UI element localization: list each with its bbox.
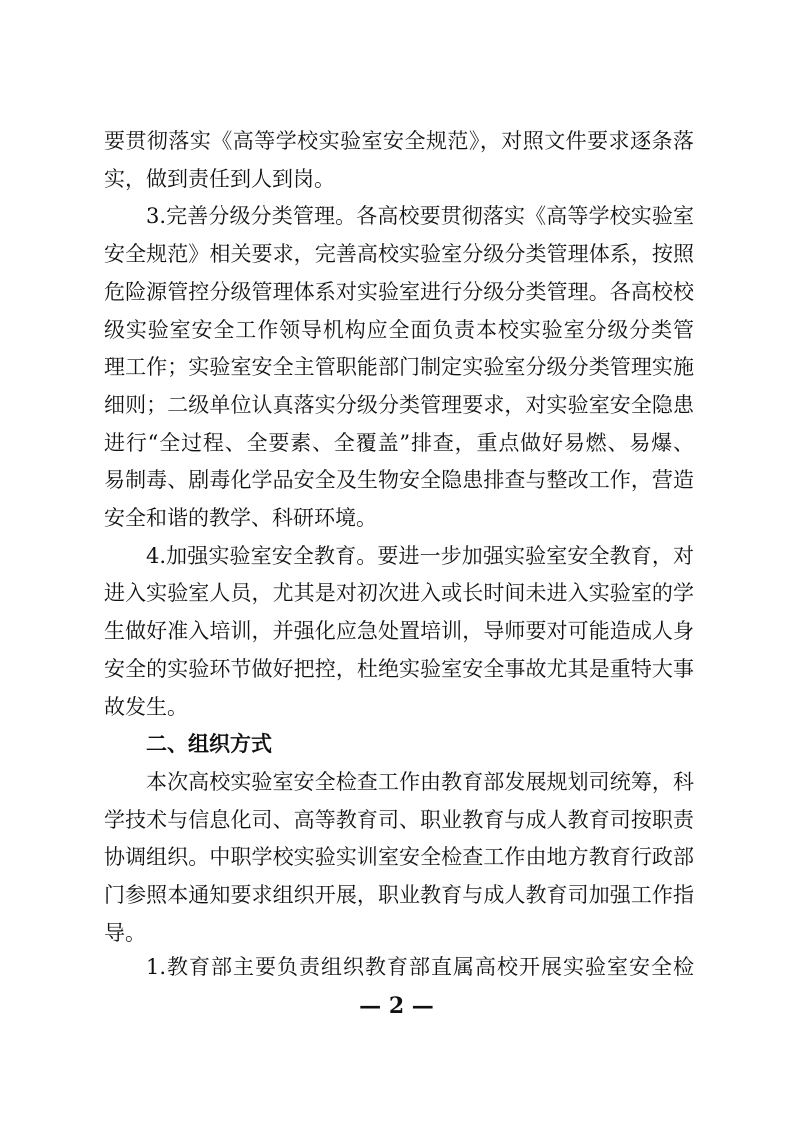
- text-line: 理工作；实验室安全主管职能部门制定实验室分级分类管理实施: [104, 355, 694, 380]
- text-line: 生做好准入培训，并强化应急处置培训，导师要对可能造成人身: [104, 619, 694, 644]
- page-number: — 2 —: [359, 993, 434, 1019]
- text-line: 学技术与信息化司、高等教育司、职业教育与成人教育司按职责: [104, 807, 694, 832]
- text-line: 细则；二级单位认真落实分级分类管理要求，对实验室安全隐患: [104, 392, 694, 417]
- paragraph-start-line: 3.完善分级分类管理。各高校要贯彻落实《高等学校实验室: [146, 204, 694, 229]
- text-line: 安全的实验环节做好把控，杜绝实验室安全事故尤其是重特大事: [104, 656, 694, 681]
- text-line: 要贯彻落实《高等学校实验室安全规范》，对照文件要求逐条落: [104, 129, 694, 153]
- text-line: 危险源管控分级管理体系对实验室进行分级分类管理。各高校校: [104, 279, 694, 304]
- paragraph-start-line: 4.加强实验室安全教育。要进一步加强实验室安全教育，对: [146, 543, 694, 568]
- text-line: 级实验室安全工作领导机构应全面负责本校实验室分级分类管: [104, 317, 694, 342]
- text-line: 协调组织。中职学校实验实训室安全检查工作由地方教育行政部: [104, 845, 694, 870]
- section-heading: 二、组织方式: [146, 732, 272, 757]
- text-line: 导。: [104, 920, 146, 945]
- text-line: 进行“全过程、全要素、全覆盖”排查，重点做好易燃、易爆、: [104, 430, 694, 455]
- text-line: 进入实验室人员，尤其是对初次进入或长时间未进入实验室的学: [104, 581, 694, 606]
- text-line: 故发生。: [104, 694, 188, 719]
- paragraph-start-line: 本次高校实验室安全检查工作由教育部发展规划司统筹，科: [146, 769, 694, 794]
- text-line: 安全和谐的教学、科研环境。: [104, 506, 377, 530]
- text-line: 实，做到责任到人到岗。: [104, 166, 335, 191]
- text-line: 易制毒、剧毒化学品安全及生物安全隐患排查与整改工作，营造: [104, 468, 694, 493]
- paragraph-start-line: 1.教育部主要负责组织教育部直属高校开展实验室安全检: [146, 955, 694, 979]
- text-line: 安全规范》相关要求，完善高校实验室分级分类管理体系，按照: [104, 242, 694, 267]
- text-line: 门参照本通知要求组织开展，职业教育与成人教育司加强工作指: [104, 883, 694, 907]
